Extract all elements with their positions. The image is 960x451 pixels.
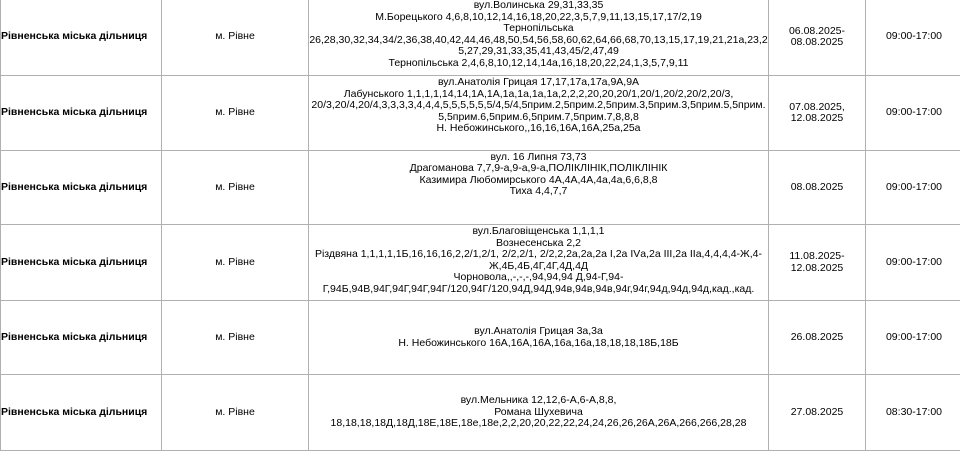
- address-line: Н. Небожинського,,16,16,16А,16А,25а,25а: [309, 123, 768, 135]
- city-cell: м. Рівне: [162, 301, 309, 375]
- address-line: вул.Анатолія Грицая 3а,3а: [309, 326, 768, 338]
- date-cell: 06.08.2025-08.08.2025: [769, 0, 866, 76]
- district-cell: Рівненська міська дільниця: [1, 375, 162, 451]
- address-cell: [309, 225, 769, 301]
- address-line: Різдвяна 1,1,1,1,1Б,16,16,16,2,2/1,2/1, 2/2,2/1, 2/2,2,2а,2а,2а I,2а IVа,2а III,2а IIа,4,4,4,4-Ж,4-: [309, 249, 768, 261]
- time-cell: 08:30-17:00: [866, 375, 960, 451]
- address-line: вул.Мельника 12,12,6-А,6-А,8,8,: [309, 395, 768, 407]
- address-line: вул. 16 Липня 73,73: [309, 152, 768, 164]
- address-line: 20/3,20/4,20/4,3,3,3,3,4,4,4,5,5,5,5,5,5/4,5/4,5прим.2,5прим.2,5прим.3,5прим.3,5прим.5,5прим.: [309, 100, 768, 112]
- address-line: Вознесенська 2,2: [309, 238, 768, 250]
- address-line: вул.Анатолія Грицая 17,17,17а,17а,9А,9А: [309, 77, 768, 89]
- time-cell: 09:00-17:00: [866, 151, 960, 225]
- address-line: 5,27,29,31,33,35,41,43,45/2,47,49: [309, 46, 768, 58]
- time-cell: 09:00-17:00: [866, 0, 960, 76]
- date-cell: 27.08.2025: [769, 375, 866, 451]
- address-line: Н. Небожинського 16А,16А,16А,16а,16а,18,18,18,18Б,18Б: [309, 338, 768, 350]
- address-cell: [309, 0, 769, 76]
- table-row: [1, 375, 960, 451]
- city-cell: м. Рівне: [162, 375, 309, 451]
- address-cell: [309, 151, 769, 225]
- table-row: [1, 301, 960, 375]
- city-cell: м. Рівне: [162, 151, 309, 225]
- address-line: Г,94Б,94В,94Г,94Г,94Г,94Г/120,94Г/120,94Д,94Д,94в,94в,94в,94г,94г,94д,94д,94д,кад.,кад.: [309, 284, 768, 296]
- time-cell: 09:00-17:00: [866, 76, 960, 151]
- address-line: Лабунського 1,1,1,1,14,14,1А,1А,1а,1а,1а,1а,2,2,2,20,20,20/1,20/1,20/2,20/2,20/3,: [309, 89, 768, 101]
- table-row: [1, 225, 960, 301]
- district-cell: Рівненська міська дільниця: [1, 225, 162, 301]
- table-row: [1, 76, 960, 151]
- address-line: Романа Шухевича: [309, 407, 768, 419]
- district-cell: Рівненська міська дільниця: [1, 76, 162, 151]
- address-line: Тернопільська 2,4,6,8,10,12,14,14а,16,18,20,22,24,1,3,5,7,9,11: [309, 58, 768, 70]
- date-cell: 08.08.2025: [769, 151, 866, 225]
- address-line: Ж,4Б,4Б,4Г,4Г,4Д,4Д: [309, 261, 768, 273]
- district-cell: Рівненська міська дільниця: [1, 151, 162, 225]
- date-cell: 26.08.2025: [769, 301, 866, 375]
- city-cell: м. Рівне: [162, 225, 309, 301]
- address-cell: [309, 301, 769, 375]
- address-line: вул.Благовіщенська 1,1,1,1: [309, 226, 768, 238]
- time-cell: 09:00-17:00: [866, 301, 960, 375]
- address-line: 5,5прим.6,5прим.6,5прим.7,5прим.7,8,8,8: [309, 112, 768, 124]
- city-cell: м. Рівне: [162, 76, 309, 151]
- address-cell: [309, 76, 769, 151]
- address-line: Тиха 4,4,7,7: [309, 186, 768, 198]
- city-cell: м. Рівне: [162, 0, 309, 76]
- address-line: вул.Волинська 29,31,33,35: [309, 0, 768, 12]
- address-line: Тернопільська: [309, 23, 768, 35]
- time-cell: 09:00-17:00: [866, 225, 960, 301]
- district-cell: Рівненська міська дільниця: [1, 0, 162, 76]
- address-cell: [309, 375, 769, 451]
- district-cell: Рівненська міська дільниця: [1, 301, 162, 375]
- address-line: 26,28,30,32,34,34/2,36,38,40,42,44,46,48,50,54,56,58,60,62,64,66,68,70,13,15,17,19,21,21а,23,2: [309, 35, 768, 47]
- date-cell: 07.08.2025, 12.08.2025: [769, 76, 866, 151]
- address-line: Драгоманова 7,7,9-а,9-а,9-а,ПОЛІКЛІНІК,ПОЛІКЛІНІК: [309, 163, 768, 175]
- date-cell: 11.08.2025-12.08.2025: [769, 225, 866, 301]
- address-line: Казимира Любомирського 4А,4А,4А,4а,4а,6,6,8,8: [309, 175, 768, 187]
- table-row: [1, 0, 960, 76]
- table-row: [1, 151, 960, 225]
- address-line: М.Борецького 4,6,8,10,12,14,16,18,20,22,3,5,7,9,11,13,15,17,17/2,19: [309, 12, 768, 24]
- address-line: 18,18,18,18Д,18Д,18Е,18Е,18е,18е,2,2,20,20,22,22,24,24,26,26,26А,26А,266,266,28,28: [309, 418, 768, 430]
- address-line: Чорновола,,-,-,-,94,94,94 Д,94-Г,94-: [309, 272, 768, 284]
